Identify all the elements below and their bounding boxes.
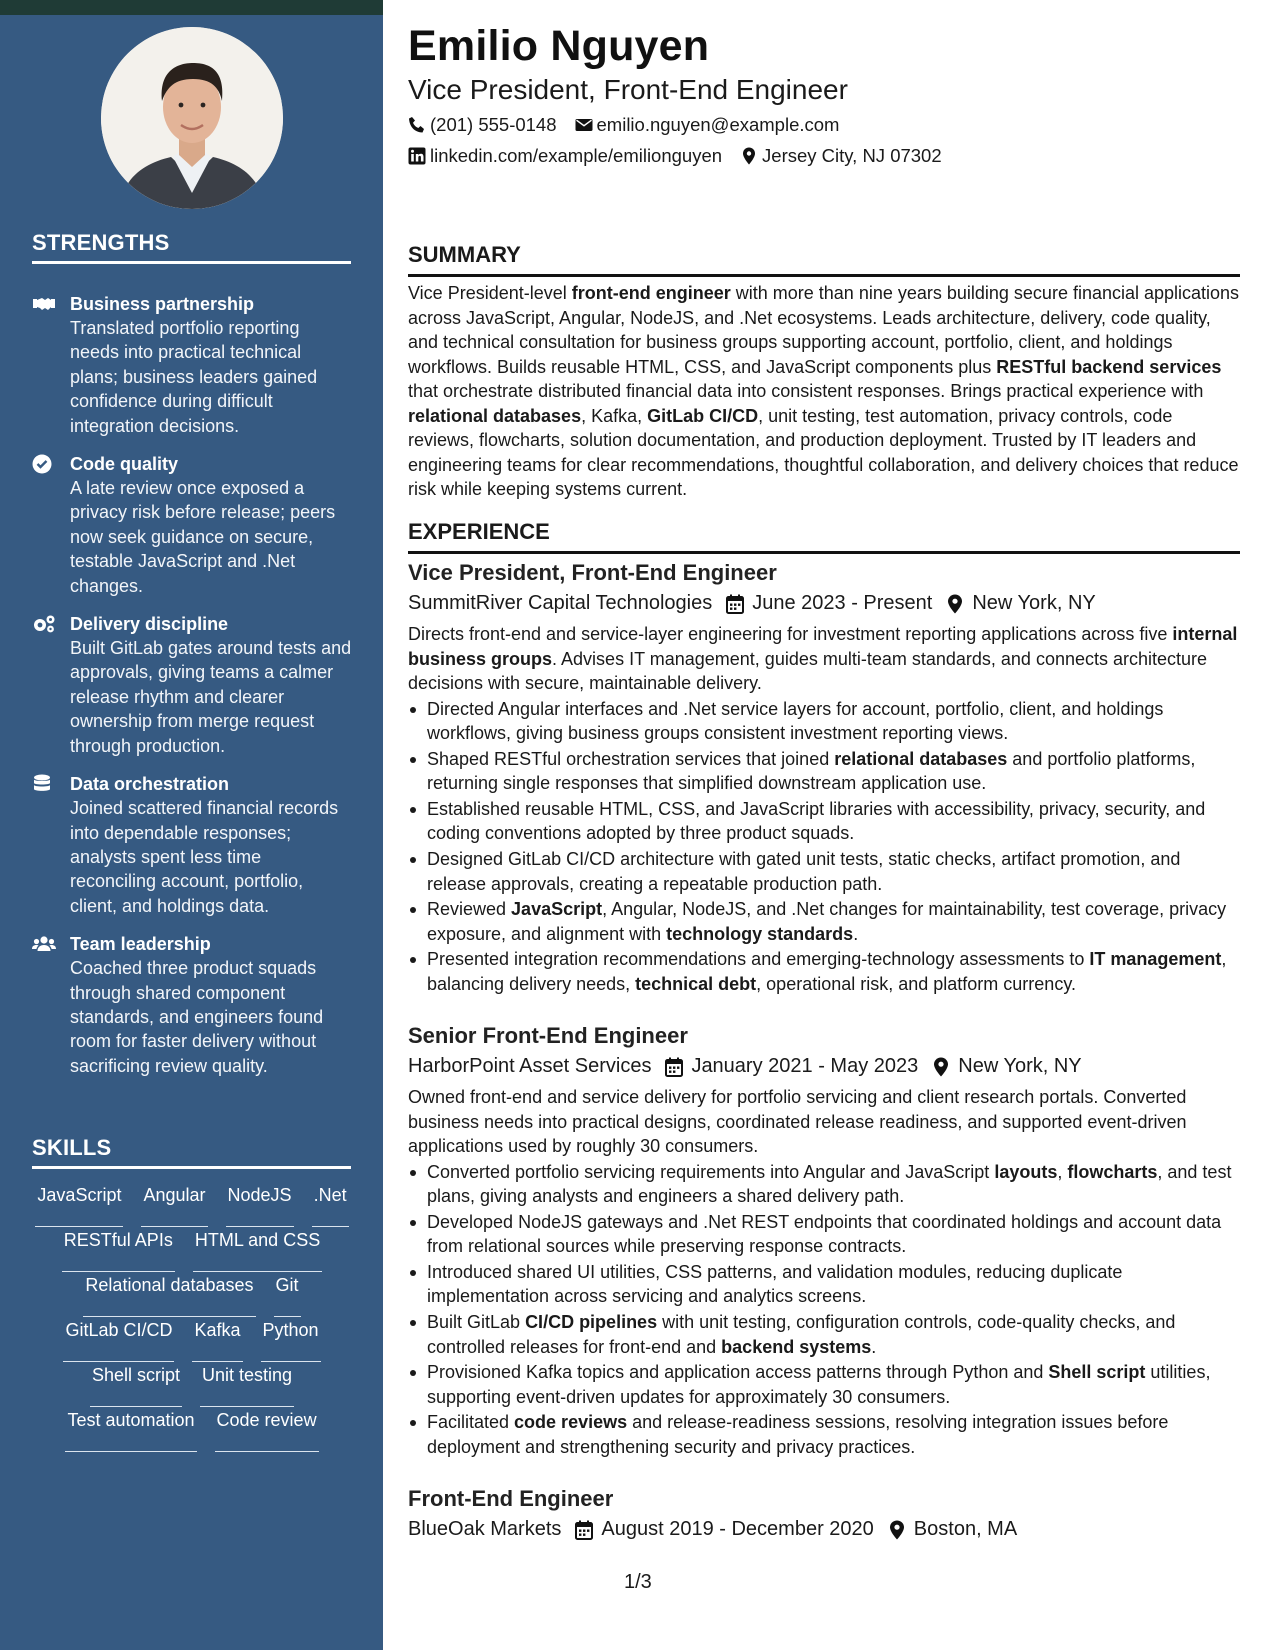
strength-item [32, 292, 352, 438]
job-bullet: Reviewed JavaScript, Angular, NodeJS, and .Net changes for maintainability, test coverage, privacy exposure, and alignment with technology standards. [408, 897, 1240, 946]
strength-title: Code quality [70, 454, 179, 475]
skill-tag: Code review [215, 1407, 319, 1452]
strength-title: Team leadership [70, 934, 211, 955]
phone-item[interactable] [408, 114, 557, 136]
job-dates: January 2021 - May 2023 [691, 1055, 919, 1077]
job-company: HarborPoint Asset Services [408, 1055, 652, 1077]
job-bullet: Directed Angular interfaces and .Net service layers for account, portfolio, client, and holdings workflows, giving business groups consistent investment reporting views. [408, 697, 1240, 746]
skills-list [24, 1182, 360, 1452]
strength-item [32, 932, 352, 1078]
map-pin-icon [946, 593, 964, 613]
emphasis-text: backend systems [721, 1336, 872, 1357]
database-icon [32, 774, 56, 794]
handshake-icon [32, 294, 56, 314]
strength-description: A late review once exposed a privacy risk before release; peers now seek guidance on secure, testable JavaScript and .Net changes. [70, 478, 336, 596]
skill-row [24, 1227, 360, 1272]
skill-tag: Test automation [65, 1407, 196, 1452]
skill-tag: Git [274, 1272, 301, 1317]
calendar-icon [665, 1056, 683, 1076]
strength-description: Translated portfolio reporting needs into practical technical plans; business leaders gained confidence during difficult integration decisions. [70, 318, 318, 436]
job-description: Directs front-end and service-layer engineering for investment reporting applications across five internal business groups. Advises IT management, guides multi-team standards, and connects architecture decisions with secure, maintainable delivery. [408, 624, 1238, 693]
emphasis-text: relational databases [834, 748, 1008, 769]
skill-tag: .Net [312, 1182, 349, 1227]
skills-heading: SKILLS [32, 1135, 351, 1169]
email-text: emilio.nguyen@example.com [596, 114, 840, 135]
job-meta [408, 588, 1240, 618]
job-company: BlueOak Markets [408, 1518, 562, 1540]
skill-tag: Unit testing [200, 1362, 294, 1407]
gears-icon [32, 614, 56, 634]
sidebar [0, 0, 383, 1650]
job-dates: August 2019 - December 2020 [601, 1518, 874, 1540]
avatar [101, 27, 283, 209]
job-title: Front-End Engineer [408, 1486, 614, 1511]
page-indicator: 1/3 [624, 1571, 652, 1593]
strength-title: Data orchestration [70, 774, 230, 795]
email-item[interactable] [575, 114, 840, 136]
envelope-icon [575, 116, 593, 134]
strength-description: Joined scattered financial records into dependable responses; analysts spent less time reconciling account, portfolio, client, and holdings data. [70, 798, 339, 916]
job-company: SummitRiver Capital Technologies [408, 592, 713, 614]
job-location: New York, NY [972, 592, 1096, 614]
skill-row [24, 1362, 360, 1407]
emphasis-text: internal business groups [408, 624, 1238, 669]
job-bullet: Presented integration recommendations and emerging-technology assessments to IT management, balancing delivery needs, technical debt, operational risk, and platform currency. [408, 947, 1240, 996]
job-bullets [408, 1160, 1240, 1460]
job-bullets [408, 697, 1240, 997]
strength-description: Built GitLab gates around tests and approvals, giving teams a calmer release rhythm and clearer ownership from merge request through production. [70, 638, 352, 756]
calendar-icon [726, 593, 744, 613]
contact-row [408, 145, 960, 167]
job-location: New York, NY [958, 1055, 1082, 1077]
job-bullet: Facilitated code reviews and release-readiness sessions, resolving integration issues before deployment and strengthening security and privacy practices. [408, 1410, 1240, 1459]
users-icon [32, 934, 56, 954]
emphasis-text: technical debt [635, 973, 757, 994]
skill-row [24, 1182, 360, 1227]
check-circle-icon [32, 454, 56, 474]
skill-tag: Kafka [192, 1317, 242, 1362]
strength-item [32, 772, 352, 918]
emphasis-text: Shell script [1048, 1362, 1146, 1383]
job-entry [408, 1021, 1240, 1461]
strength-description: Coached three product squads through shared component standards, and engineers found room for faster delivery without sacrificing review quality. [70, 958, 324, 1076]
location-item [740, 145, 942, 167]
location-text: Jersey City, NJ 07302 [762, 145, 942, 166]
strength-title: Delivery discipline [70, 614, 229, 635]
linkedin-text: linkedin.com/example/emilionguyen [430, 145, 723, 166]
job-location: Boston, MA [913, 1518, 1018, 1540]
summary-text: Vice President-level front-end engineer with more than nine years building secure financial applications across JavaScript, Angular, NodeJS, and .Net ecosystems. Leads architecture, delivery, code quality, and technical consultation for business groups supporting account, portfolio, client, and holdings workflows. Builds reusable HTML, CSS, and JavaScript components plus RESTful backend services that orchestrate distributed financial data into consistent responses. Brings practical experience with relational databases, Kafka, GitLab CI/CD, unit testing, test automation, privacy controls, code reviews, flowcharts, solution documentation, and production deployment. Trusted by IT leaders and engineering teams for clear recommendations, thoughtful collaboration, and delivery choices that reduce risk while keeping systems current. [408, 283, 1240, 499]
contact-row [408, 114, 857, 136]
skill-tag: RESTful APIs [62, 1227, 175, 1272]
skill-tag: GitLab CI/CD [63, 1317, 174, 1362]
emphasis-text: flowcharts [1067, 1161, 1158, 1182]
calendar-icon [575, 1519, 593, 1539]
job-bullet: Converted portfolio servicing requirements into Angular and JavaScript layouts, flowcharts, and test plans, giving analysts and engineers a shared delivery path. [408, 1160, 1240, 1209]
job-bullet: Built GitLab CI/CD pipelines with unit testing, configuration controls, code-quality checks, and controlled releases for front-end and backend systems. [408, 1310, 1240, 1359]
emphasis-text: CI/CD pipelines [525, 1312, 658, 1333]
job-description: Owned front-end and service delivery for portfolio servicing and client research portals. Converted business needs into practical designs, coordinated release readiness, and supported event-driven applications used by roughly 30 consumers. [408, 1087, 1187, 1156]
phone-text: (201) 555-0148 [430, 114, 557, 135]
emphasis-text: layouts [994, 1161, 1058, 1182]
emphasis-text: relational databases [408, 405, 582, 426]
candidate-name: Emilio Nguyen [408, 22, 710, 70]
job-bullet: Introduced shared UI utilities, CSS patterns, and validation modules, reducing duplicate implementation across servicing and analytics screens. [408, 1260, 1240, 1309]
sidebar-top-band [0, 0, 383, 15]
strengths-heading: STRENGTHS [32, 230, 351, 264]
job-bullet: Shaped RESTful orchestration services that joined relational databases and portfolio platforms, returning single responses that simplified downstream application use. [408, 747, 1240, 796]
emphasis-text: GitLab CI/CD [647, 405, 759, 426]
job-bullet: Developed NodeJS gateways and .Net REST endpoints that coordinated holdings and account data from relational sources while preserving response contracts. [408, 1210, 1240, 1259]
skill-row [24, 1272, 360, 1317]
job-dates: June 2023 - Present [752, 592, 933, 614]
job-bullet: Established reusable HTML, CSS, and JavaScript libraries with accessibility, privacy, security, and coding conventions adopted by three product squads. [408, 797, 1240, 846]
skill-tag: Python [261, 1317, 321, 1362]
strengths-list [32, 292, 352, 1092]
skill-row [24, 1317, 360, 1362]
linkedin-item[interactable] [408, 145, 722, 167]
job-bullet: Provisioned Kafka topics and application access patterns through Python and Shell script utilities, supporting event-driven updates for approximately 30 consumers. [408, 1360, 1240, 1409]
summary-heading: SUMMARY [408, 242, 1240, 277]
skill-tag: NodeJS [226, 1182, 294, 1227]
linkedin-icon [408, 147, 426, 165]
strength-item [32, 612, 352, 758]
map-pin-icon [932, 1056, 950, 1076]
emphasis-text: IT management [1089, 949, 1222, 970]
job-bullet: Designed GitLab CI/CD architecture with gated unit tests, static checks, artifact promotion, and release approvals, creating a repeatable production path. [408, 847, 1240, 896]
job-title: Vice President, Front-End Engineer [408, 560, 777, 585]
job-meta [408, 1514, 1240, 1544]
strength-title: Business partnership [70, 294, 255, 314]
job-meta [408, 1051, 1240, 1081]
phone-icon [408, 116, 426, 134]
skill-tag: HTML and CSS [193, 1227, 322, 1272]
job-entry [408, 558, 1240, 998]
skill-tag: Angular [141, 1182, 207, 1227]
emphasis-text: JavaScript [511, 899, 603, 920]
skill-row [24, 1407, 360, 1452]
job-entry [408, 1484, 1240, 1548]
emphasis-text: front-end engineer [571, 283, 731, 303]
skill-tag: JavaScript [35, 1182, 123, 1227]
emphasis-text: technology standards [666, 923, 854, 944]
experience-heading: EXPERIENCE [408, 519, 1240, 554]
candidate-title: Vice President, Front-End Engineer [408, 74, 848, 105]
map-pin-icon [740, 147, 758, 165]
job-title: Senior Front-End Engineer [408, 1023, 688, 1048]
emphasis-text: code reviews [514, 1412, 628, 1433]
map-pin-icon [888, 1519, 906, 1539]
skill-tag: Shell script [90, 1362, 182, 1407]
emphasis-text: RESTful backend services [996, 356, 1222, 377]
skill-tag: Relational databases [83, 1272, 255, 1317]
strength-item [32, 452, 352, 598]
